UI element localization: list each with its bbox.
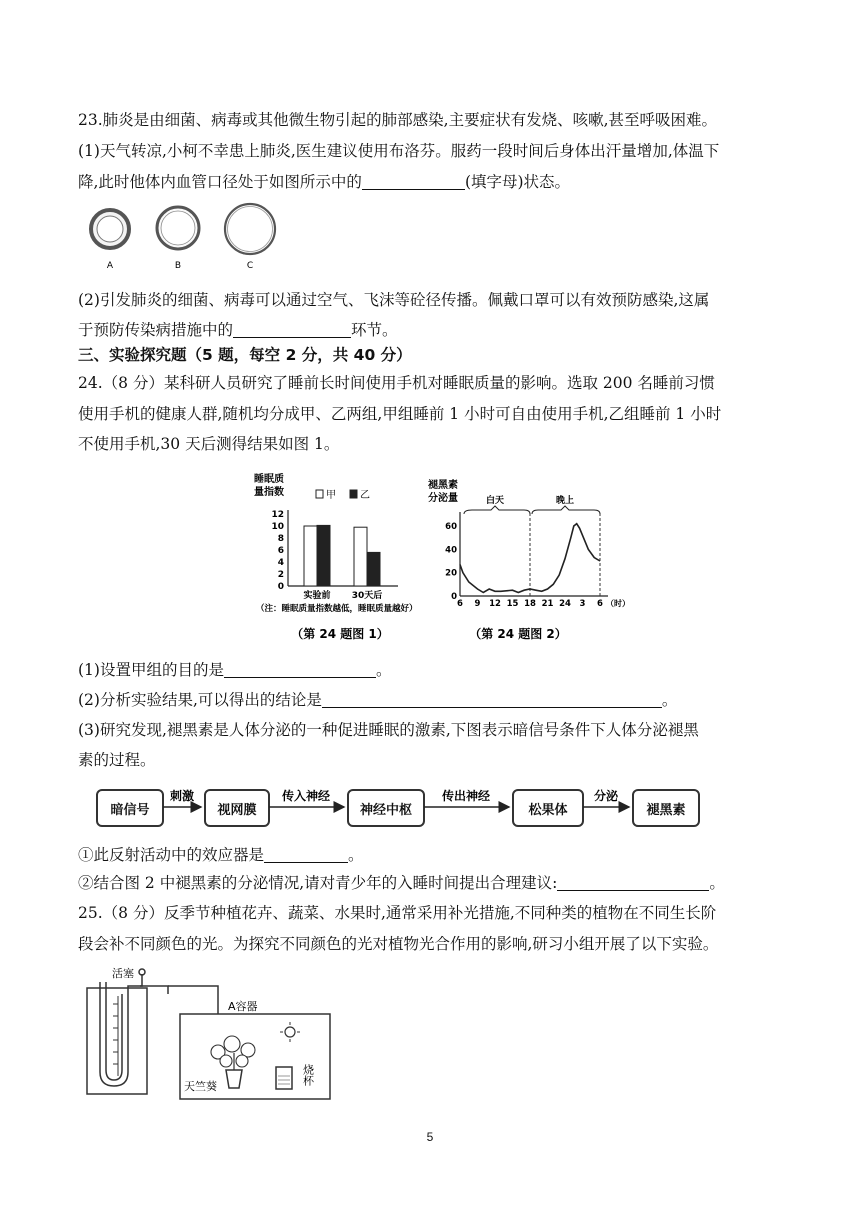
chart-bar [317,525,330,586]
line-chart [426,468,630,648]
chart-legend [316,489,370,501]
q24-line1: 24.（8 分）某科研人员研究了睡前长时间使用手机对睡眠质量的影响。选取 200 名睡前习惯 [78,374,715,392]
chart-ytick: 4 [277,558,284,568]
chart-ylabel-line1: 睡眠质 [254,474,284,485]
flow-arrow-label: 刺激 [169,789,195,803]
chart-ylabel-line1: 褪黑素 [428,480,458,491]
vessel-label: B [174,261,182,271]
q24-q2: (2)分析实验结果,可以得出的结论是 。 [78,691,678,709]
figure-caption: （第 24 题图 1） [291,627,389,641]
chart-xtick: 15 [506,599,519,609]
q23-stem: 23.肺炎是由细菌、病毒或其他微生物引起的肺部感染,主要症状有发烧、咳嗽,甚至呼吸困难。 [78,111,718,129]
flow-box-pineal: 松果体 [512,789,584,827]
region-brace [464,506,530,514]
q24-q3-line1: (3)研究发现,褪黑素是人体分泌的一种促进睡眠的激素,下图表示暗信号条件下人体分泌褪黑 [78,721,699,739]
chart-ytick: 12 [271,510,284,520]
region-label-day: 白天 [485,496,505,506]
chart-xtick: 24 [559,599,571,609]
flow-box-retina: 视网膜 [204,789,270,827]
chart-ylabel-line2: 量指数 [254,487,284,498]
chart-bars [304,525,380,586]
page-number: 5 [426,1130,434,1144]
chart-xtick: 21 [541,599,554,609]
q24-line3: 不使用手机,30 天后测得结果如图 1。 [78,435,340,453]
apparatus-figure [80,964,350,1104]
vessel-label: C [246,261,254,271]
answer-blank[interactable] [322,691,662,708]
chart-axis [445,512,630,609]
vessel-figure [80,200,300,275]
answer-blank[interactable] [362,173,465,190]
q23-part2-line2: 于预防传染病措施中的 环节。 [78,321,398,339]
chart-ytick: 6 [277,546,284,556]
answer-blank[interactable] [233,321,351,338]
chart-ytick: 2 [277,570,284,580]
chart-note: （注：睡眠质量指数越低，睡眠质量越好） [256,604,418,614]
flow-box-melatonin: 褪黑素 [632,789,700,827]
label-beaker: 烧杯 [301,1064,315,1086]
flow-arrow-label: 传入神经 [281,789,331,803]
chart-ytick: 0 [451,592,457,602]
figure-caption: （第 24 题图 2） [469,627,567,641]
chart-bar [367,552,380,586]
section-heading: 三、实验探究题（5 题，每空 2 分，共 40 分） [78,346,412,364]
chart-ytick: 20 [445,568,457,579]
chart-xtick: 3 [579,599,586,609]
chart-xtick: 12 [489,599,501,609]
chart-xtick: 6 [457,599,463,609]
answer-blank[interactable] [264,846,348,863]
chart-xtick: 18 [524,599,536,609]
legend-label: 乙 [360,490,370,501]
flow-box-nerve-center: 神经中枢 [347,789,425,827]
flow-arrows [0,778,860,828]
q25-line1: 25.（8 分）反季节种植花卉、蔬菜、水果时,通常采用补光措施,不同种类的植物在不同生长阶 [78,904,717,922]
chart-xunit: （时） [606,599,630,608]
legend-label: 甲 [326,490,336,501]
chart-ytick: 0 [277,582,284,592]
legend-swatch [316,490,323,498]
q24-line2: 使用手机的健康人群,随机均分成甲、乙两组,甲组睡前 1 小时可自由使用手机,乙组睡前 1 小时 [78,405,722,423]
chart-bar [304,526,317,586]
vessel-c [225,204,275,254]
chart-ytick: 40 [445,545,457,556]
chart-ytick: 60 [445,522,457,532]
q24-q1: (1)设置甲组的目的是 。 [78,661,392,679]
q23-part1-line1: (1)天气转凉,小柯不幸患上肺炎,医生建议使用布洛芬。服药一段时间后身体出汗量增加,体温下 [78,142,720,160]
flow-arrow-label: 传出神经 [441,789,491,803]
chart-ytick: 10 [271,522,284,532]
answer-blank[interactable] [557,874,709,891]
chart-xtick: 6 [597,599,603,609]
flow-box-dark-signal: 暗信号 [96,789,164,827]
bar-chart [248,468,433,648]
chart-xtick: 30天后 [351,591,383,601]
chart-xtick: 9 [474,599,481,609]
q23-part1-line2: 降,此时他体内血管口径处于如图所示中的 (填字母)状态。 [78,173,571,191]
region-brace [532,506,600,514]
label-stopcock: 活塞 [112,967,134,980]
chart-ytick: 8 [277,534,284,544]
chart-ylabel-line2: 分泌量 [428,493,458,504]
label-plant: 天竺葵 [184,1080,217,1093]
q23-part2-line1: (2)引发肺炎的细菌、病毒可以通过空气、飞沫等砼径传播。佩戴口罩可以有效预防感染,这属 [78,291,710,309]
flow-arrow-label: 分泌 [593,789,619,803]
q25-line2: 段会补不同颜色的光。为探究不同颜色的光对植物光合作用的影响,研习小组开展了以下实验。 [78,935,719,953]
q24-sub1: ①此反射活动中的效应器是 。 [78,846,364,864]
label-container: A容器 [228,1000,258,1013]
q24-sub2: ②结合图 2 中褪黑素的分泌情况,请对青少年的入睡时间提出合理建议: 。 [78,874,725,892]
chart-xlabels [303,589,382,601]
chart-regions [464,494,600,596]
chart-xtick: 实验前 [303,591,331,601]
vessel-label: A [106,261,114,271]
legend-swatch [350,490,357,498]
chart-bar [354,527,367,586]
region-label-night: 晚上 [555,496,575,506]
q24-q3-line2: 素的过程。 [78,751,156,769]
answer-blank[interactable] [224,661,376,678]
